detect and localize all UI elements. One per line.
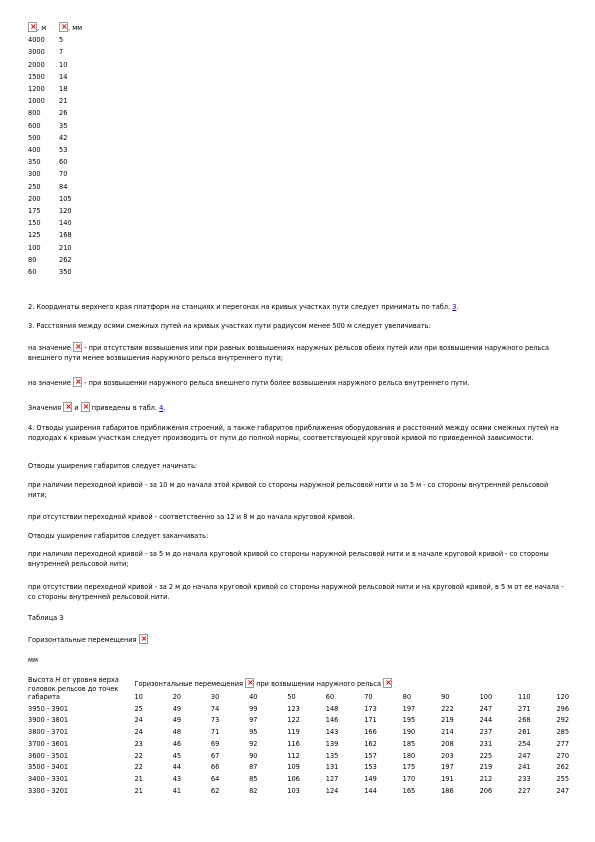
radius-cell: 4000 [28,36,45,45]
shift-cell: 210 [59,243,72,252]
displacement-cell: 112 [287,751,300,760]
displacement-cell: 195 [402,716,416,725]
height-column-header: Высота H от уровня верха головок рельсов до точек габарита [28,676,119,701]
radius-unit-label: , м [37,24,47,32]
displacement-cell: 271 [518,704,531,713]
table-row [28,751,595,763]
radius-cell: 60 [28,268,37,277]
radius-table [28,22,82,278]
displacement-table-header-top [28,676,595,692]
displacement-cell: 66 [210,763,220,772]
displacement-cell: 21 [134,786,143,795]
displacement-cell: 270 [556,751,570,760]
shift-cell: 35 [59,121,68,130]
displacement-cell: 227 [518,786,531,795]
displacement-cell: 73 [210,716,220,725]
displacement-cell: 214 [441,728,454,737]
displacement-cell: 247 [479,704,493,713]
displacement-cell: 285 [556,728,570,737]
radius-cell: 100 [28,243,41,252]
displacement-cell: 197 [441,763,454,772]
displacement-cell: 191 [441,774,454,783]
displacement-cell: 103 [287,786,300,795]
paragraph-9: при наличии переходной кривой - за 10 м до начала этой кривой со стороны наружной рельсовой нити и за 5 м - со стороны внутренней рельсовой нити; [28,481,549,499]
paragraph-10: при отсутствии переходной кривой - соответственно за 12 и 8 м до начала круговой кривой. [28,513,355,521]
displacement-cell: 292 [556,716,570,725]
displacement-cell: 82 [249,786,258,795]
shift-cell: 60 [59,158,68,167]
paragraph-5: на значение × - при возвышении наружного рельса внешнего пути более возвышения наружного рельса внутреннего пути. [28,377,568,389]
radius-table-row [28,181,82,193]
radius-cell: 1200 [28,85,45,94]
displacement-cell: 197 [402,704,416,713]
radius-cell: 2000 [28,60,45,69]
displacement-cell: 71 [210,728,220,737]
radius-cell: 1500 [28,72,45,81]
radius-table-row [28,229,82,241]
displacement-cell: 135 [325,751,339,760]
shift-cell: 26 [59,109,68,118]
paragraph-7: 4. Отводы уширения габаритов приближения строений, а также габаритов приближения оборудования и расстояний между осями смежных путей на подходах к кривым участкам следует производить от пути до полной нормы, соответствующей круговой кривой по приведенной зависимости. [28,424,559,442]
displacement-cell: 116 [287,739,300,748]
displacement-cell: 22 [134,763,143,772]
displacement-cell: 180 [402,751,416,760]
displacement-cell: 74 [210,704,220,713]
radius-cell: 80 [28,255,37,264]
shift-cell: 168 [59,231,72,240]
height-range-cell: 3500 - 3401 [28,763,69,772]
radius-table-row [28,242,82,254]
displacement-table [28,676,595,797]
displacement-cell: 67 [210,751,220,760]
displacement-cell: 131 [325,763,339,772]
broken-image-icon [63,402,72,412]
elevation-column-header: 70 [364,693,373,701]
elevation-column-header: 40 [249,693,258,701]
displacement-cell: 277 [556,739,570,748]
shift-cell: 53 [59,146,68,155]
broken-image-icon [81,402,90,412]
displacement-cell: 262 [556,763,570,772]
radius-cell: 600 [28,121,41,130]
paragraph-4: на значение × - при отсутствии возвышения или при равных возвышениях наружных рельсов обеих путей или при возвышении наружного рельса внешнего пути менее возвышения наружного рельса внутреннего пути; [28,342,568,363]
displacement-cell: 46 [172,739,182,748]
displacement-cell: 41 [172,786,182,795]
displacement-cell: 45 [172,751,182,760]
displacement-cell: 186 [441,786,454,795]
displacement-cell: 241 [518,763,531,772]
radius-cell: 350 [28,158,41,167]
displacement-cell: 231 [479,739,493,748]
displacement-cell: 175 [402,763,416,772]
radius-cell: 125 [28,231,41,240]
radius-table-row [28,95,82,107]
table-row [28,786,595,798]
displacement-cell: 144 [364,786,377,795]
displacement-cell: 237 [479,728,493,737]
broken-image-icon [73,342,82,352]
elevation-column-header: 100 [479,693,493,701]
table-row [28,762,595,774]
displacement-cell: 124 [325,786,339,795]
displacement-cell: 157 [364,751,377,760]
displacement-cell: 149 [364,774,377,783]
radius-cell: 800 [28,109,41,118]
shift-header-cell [59,22,82,34]
paragraph-3: 3. Расстояния между осями смежных путей на кривых участках пути радиусом менее 500 м следует увеличивать: [28,322,431,330]
displacement-cell: 21 [134,774,143,783]
elevation-column-header: 20 [172,693,182,701]
displacement-cell: 222 [441,704,454,713]
shift-cell: 5 [59,36,64,45]
radius-table-row [28,46,82,58]
displacement-cell: 171 [364,716,377,725]
displacement-cell: 122 [287,716,300,725]
table-3-unit: мм [28,656,38,664]
shift-cell: 350 [59,268,72,277]
table-row [28,715,595,727]
paragraph-6: Значения × и × приведены в табл. 4. [28,402,568,414]
shift-cell: 42 [59,133,68,142]
elevation-column-header: 10 [134,693,143,701]
broken-image-icon [245,678,254,688]
radius-table-row [28,217,82,229]
paragraph-8: Отводы уширения габаритов следует начинать: [28,462,198,470]
radius-table-row [28,132,82,144]
radius-table-row [28,71,82,83]
shift-cell: 140 [59,219,72,228]
shift-cell: 21 [59,97,68,106]
shift-cell: 105 [59,194,72,203]
radius-table-row [28,254,82,266]
displacement-cell: 127 [325,774,339,783]
table-row [28,739,595,751]
radius-cell: 200 [28,194,41,203]
radius-table-row [28,83,82,95]
table-row [28,704,595,716]
shift-cell: 84 [59,182,68,191]
elevation-column-header: 90 [441,693,450,701]
height-range-cell: 3400 - 3301 [28,774,69,783]
radius-cell: 3000 [28,48,45,57]
radius-cell: 400 [28,146,41,155]
displacement-cell: 123 [287,704,300,713]
radius-table-row [28,156,82,168]
displacement-cell: 87 [249,763,258,772]
table-3-caption: Таблица 3 [28,614,64,622]
height-range-cell: 3800 - 3701 [28,728,69,737]
displacement-cell: 203 [441,751,454,760]
displacement-cell: 170 [402,774,416,783]
radius-table-row [28,34,82,46]
elevation-column-header: 60 [325,693,335,701]
shift-cell: 18 [59,85,68,94]
displacement-cell: 166 [364,728,377,737]
displacement-cell: 219 [479,763,493,772]
displacement-cell: 24 [134,716,143,725]
radius-cell: 300 [28,170,41,179]
broken-image-icon [383,678,392,688]
radius-cell: 500 [28,133,41,142]
displacement-cell: 244 [479,716,493,725]
broken-image-icon [139,634,148,644]
displacement-cell: 95 [249,728,258,737]
paragraph-11: Отводы уширения габаритов следует заканчивать: [28,532,209,540]
displacement-cell: 44 [172,763,182,772]
displacement-cell: 247 [556,786,570,795]
elevation-column-header: 80 [402,693,412,701]
displacement-cell: 119 [287,728,300,737]
height-range-cell: 3900 - 3801 [28,716,69,725]
table-row [28,774,595,786]
displacement-cell: 233 [518,774,531,783]
radius-table-row [28,168,82,180]
displacement-cell: 165 [402,786,416,795]
height-range-cell: 3300 - 3201 [28,786,69,795]
displacement-cell: 25 [134,704,143,713]
table-3-link[interactable]: 3 [452,303,457,311]
height-range-cell: 3700 - 3601 [28,739,69,748]
displacement-cell: 62 [210,786,220,795]
displacement-cell: 85 [249,774,258,783]
displacement-cell: 23 [134,739,143,748]
broken-image-icon [28,22,37,32]
radius-cell: 150 [28,219,41,228]
height-range-cell: 3950 - 3901 [28,704,69,713]
displacement-cell: 261 [518,728,531,737]
displacement-cell: 90 [249,751,258,760]
displacement-cell: 43 [172,774,182,783]
displacement-cell: 109 [287,763,300,772]
shift-cell: 7 [59,48,64,57]
displacement-cell: 49 [172,704,182,713]
height-range-cell: 3600 - 3501 [28,751,69,760]
table-row [28,727,595,739]
displacement-cell: 173 [364,704,377,713]
displacement-cell: 296 [556,704,570,713]
paragraph-12: при наличии переходной кривой - за 5 м до начала круговой кривой со стороны наружной рельсовой нити и в начале круговой кривой - со стороны внутренней рельсовой нити; [28,550,549,568]
displacement-cell: 49 [172,716,182,725]
radius-header-cell [28,22,59,34]
radius-table-row [28,144,82,156]
radius-cell: 250 [28,182,41,191]
shift-unit-label: , мм [68,24,83,32]
radius-table-row [28,205,82,217]
displacement-cell: 146 [325,716,339,725]
displacement-cell: 254 [518,739,531,748]
displacement-cell: 162 [364,739,377,748]
displacement-group-header: Горизонтальные перемещения × при возвышении наружного рельса × [134,676,595,692]
displacement-cell: 153 [364,763,377,772]
displacement-cell: 139 [325,739,339,748]
broken-image-icon [59,22,68,32]
radius-table-header [28,22,82,34]
paragraph-13: при отсутствии переходной кривой - за 2 м до начала круговой кривой со стороны наружной рельсовой нити и на круговой кривой, в 5 м от ее начала - со стороны внутренней рельсовой нити. [28,583,564,601]
displacement-cell: 268 [518,716,531,725]
displacement-cell: 97 [249,716,258,725]
displacement-cell: 190 [402,728,416,737]
paragraph-2: 2. Координаты верхнего края платформ на станциях и перегонах на кривых участках пути следует принимать по табл. 3. [28,303,459,311]
table-3-title: Горизонтальные перемещения × [28,634,568,646]
displacement-cell: 22 [134,751,143,760]
radius-table-row [28,266,82,278]
displacement-cell: 64 [210,774,220,783]
elevation-column-header: 120 [556,693,570,701]
displacement-cell: 255 [556,774,570,783]
elevation-column-header: 50 [287,693,296,701]
displacement-cell: 148 [325,704,339,713]
displacement-cell: 247 [518,751,531,760]
displacement-cell: 69 [210,739,220,748]
radius-table-row [28,120,82,132]
displacement-cell: 143 [325,728,339,737]
displacement-cell: 225 [479,751,493,760]
displacement-cell: 208 [441,739,454,748]
displacement-cell: 185 [402,739,416,748]
broken-image-icon [73,377,82,387]
displacement-cell: 219 [441,716,454,725]
displacement-cell: 92 [249,739,258,748]
table-4-link[interactable]: 4 [159,404,164,412]
displacement-cell: 24 [134,728,143,737]
radius-table-row [28,193,82,205]
shift-cell: 262 [59,255,72,264]
radius-table-row [28,107,82,119]
radius-cell: 1000 [28,97,45,106]
shift-cell: 14 [59,72,68,81]
elevation-column-header: 110 [518,693,531,701]
displacement-cell: 212 [479,774,493,783]
displacement-cell: 48 [172,728,182,737]
displacement-cell: 106 [287,774,300,783]
elevation-column-header: 30 [210,693,220,701]
radius-table-row [28,59,82,71]
shift-cell: 120 [59,207,72,216]
radius-cell: 175 [28,207,41,216]
shift-cell: 70 [59,170,68,179]
displacement-cell: 206 [479,786,493,795]
displacement-cell: 99 [249,704,258,713]
shift-cell: 10 [59,60,68,69]
